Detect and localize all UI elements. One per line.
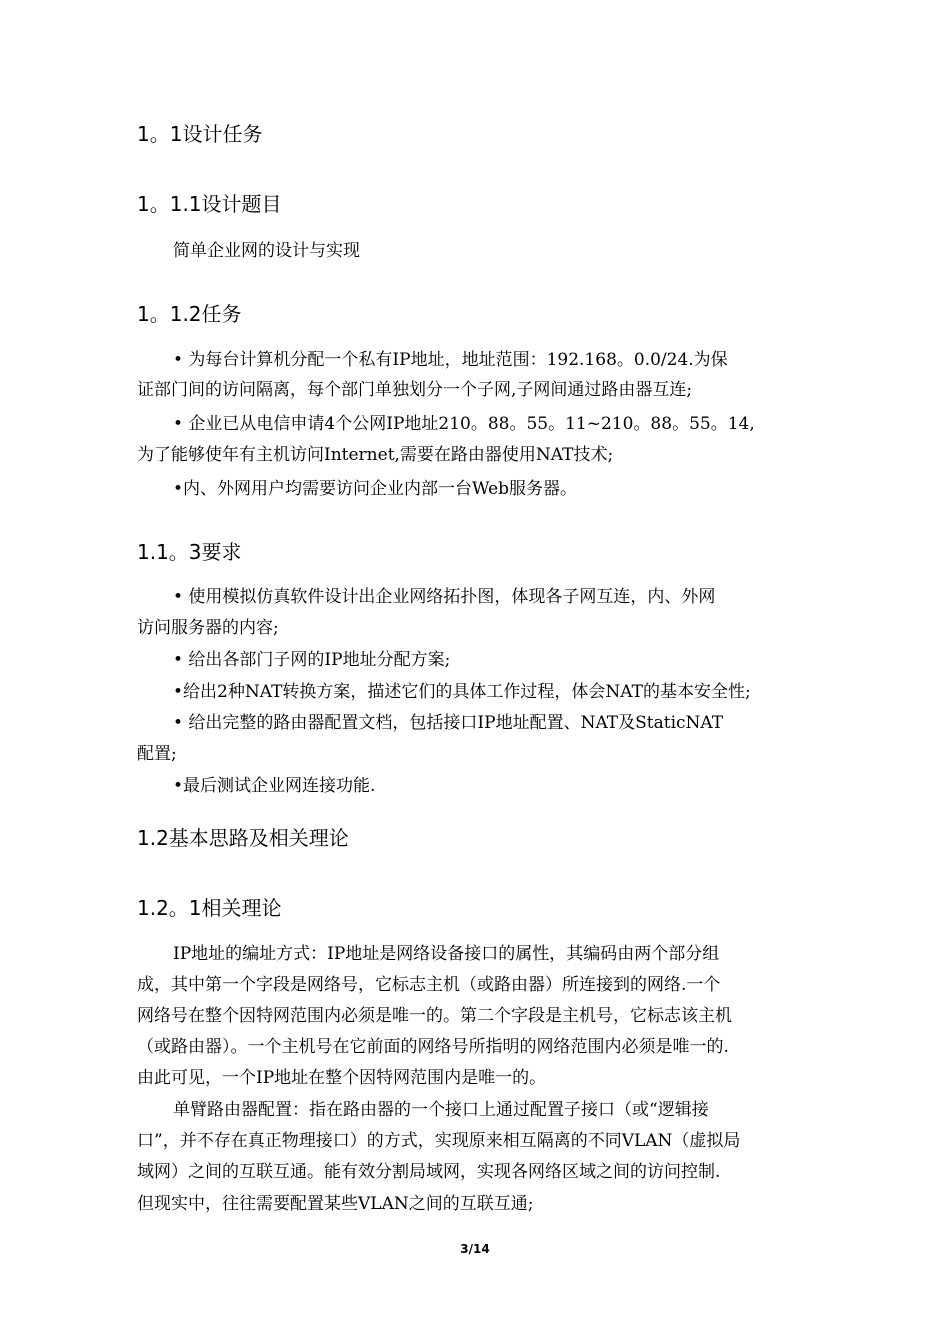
requirement-item-1-line-2: 访问服务器的内容; <box>137 618 279 638</box>
task-item-2-line-2: 为了能够使年有主机访问Internet,需要在路由器使用NAT技术; <box>137 445 614 465</box>
paragraph-router-on-stick-line-1: 单臂路由器配置：指在路由器的一个接口上通过配置子接口（或“逻辑接 <box>173 1100 709 1120</box>
paragraph-ip-addressing-line-4: （或路由器）。一个主机号在它前面的网络号所指明的网络范围内必须是唯一的. <box>137 1037 729 1057</box>
section-heading-1-1-2: 1。1.2任务 <box>137 302 242 326</box>
page-number: 3/14 <box>460 1242 490 1256</box>
requirement-item-3: •给出2种NAT转换方案，描述它们的具体工作过程，体会NAT的基本安全性; <box>173 682 751 702</box>
task-item-2-line-1: • 企业已从电信申请4个公网IP地址210。88。55。11~210。88。55。14, <box>173 414 755 434</box>
section-heading-1-1: 1。1设计任务 <box>137 122 263 146</box>
paragraph-router-on-stick-line-3: 域网）之间的互联互通。能有效分割局域网，实现各网络区域之间的访问控制. <box>137 1162 721 1182</box>
requirement-item-5: •最后测试企业网连接功能. <box>173 776 376 796</box>
task-item-1-line-2: 证部门间的访问隔离，每个部门单独划分一个子网,子网间通过路由器互连; <box>137 380 693 400</box>
paragraph-ip-addressing-line-3: 网络号在整个因特网范围内必须是唯一的。第二个字段是主机号，它标志该主机 <box>137 1006 732 1026</box>
task-item-1-line-1: • 为每台计算机分配一个私有IP地址，地址范围：192.168。0.0/24.为保 <box>173 350 728 370</box>
paragraph-router-on-stick-line-4: 但现实中，往往需要配置某些VLAN之间的互联互通; <box>137 1194 534 1214</box>
paragraph-router-on-stick-line-2: 口”，并不存在真正物理接口）的方式，实现原来相互隔离的不同VLAN（虚拟局 <box>137 1131 741 1151</box>
section-heading-1-1-3: 1.1。3要求 <box>137 540 242 564</box>
paragraph-ip-addressing-line-5: 由此可见，一个IP地址在整个因特网范围内是唯一的。 <box>137 1068 547 1088</box>
section-heading-1-2-1: 1.2。1相关理论 <box>137 896 282 920</box>
requirement-item-4-line-1: • 给出完整的路由器配置文档，包括接口IP地址配置、NAT及StaticNAT <box>173 713 724 733</box>
task-item-3: •内、外网用户均需要访问企业内部一台Web服务器。 <box>173 479 578 499</box>
section-heading-1-2: 1.2基本思路及相关理论 <box>137 826 349 850</box>
design-topic: 简单企业网的设计与实现 <box>173 241 360 261</box>
paragraph-ip-addressing-line-1: IP地址的编址方式：IP地址是网络设备接口的属性，其编码由两个部分组 <box>173 944 720 964</box>
section-heading-1-1-1: 1。1.1设计题目 <box>137 192 282 216</box>
requirement-item-2: • 给出各部门子网的IP地址分配方案; <box>173 650 451 670</box>
paragraph-ip-addressing-line-2: 成，其中第一个字段是网络号，它标志主机（或路由器）所连接到的网络.一个 <box>137 975 721 995</box>
requirement-item-1-line-1: • 使用模拟仿真软件设计出企业网络拓扑图，体现各子网互连，内、外网 <box>173 587 716 607</box>
requirement-item-4-line-2: 配置; <box>137 744 177 764</box>
